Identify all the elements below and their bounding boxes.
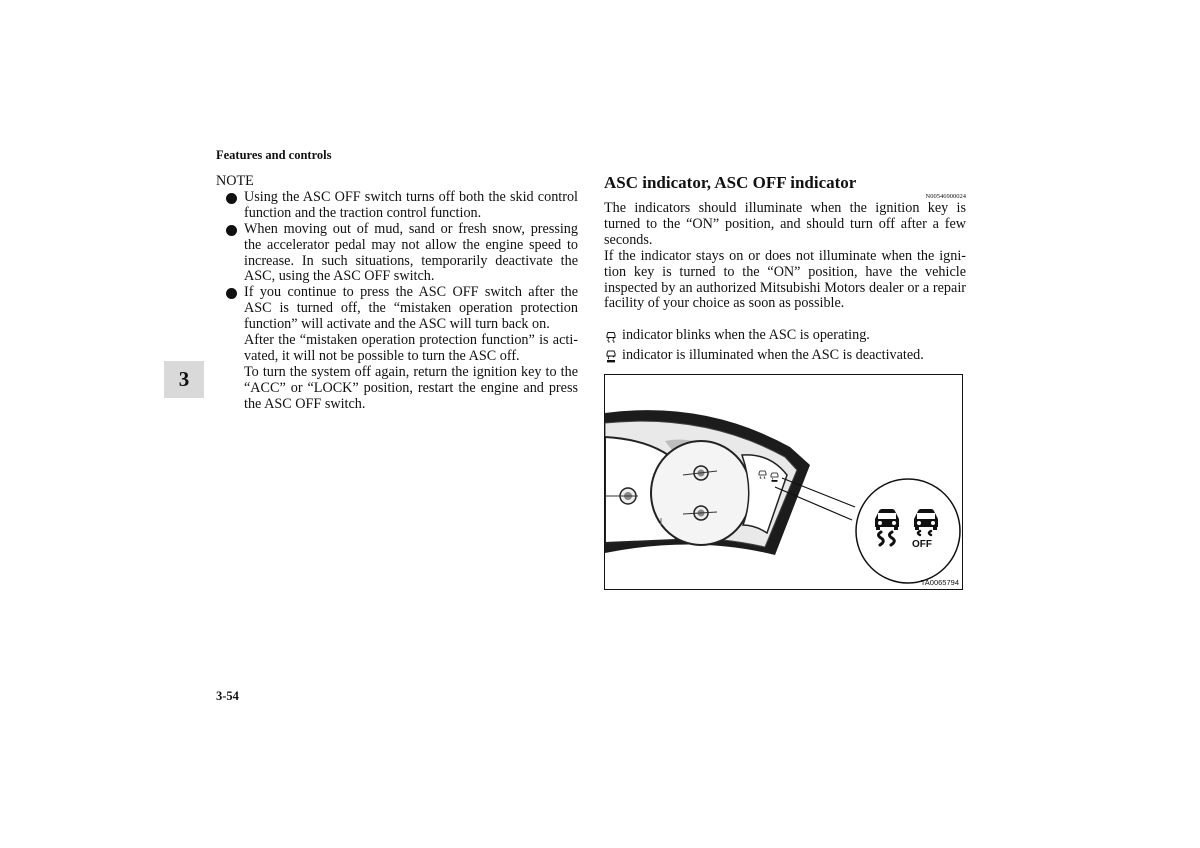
note-paragraph: If you continue to press the ASC OFF switch after the ASC is turned off, the “mistaken operation protection function” will activate and the ASC will turn back on. — [244, 284, 578, 333]
bullet-icon — [226, 288, 237, 299]
note-title: NOTE — [216, 173, 254, 189]
instrument-cluster-figure — [604, 374, 963, 590]
bullet-icon — [226, 225, 237, 236]
section-paragraph: The indicators should illuminate when the ignition key is turned to the “ON” position, and should turn off after a few seconds. — [604, 200, 966, 248]
instrument-cluster-illustration — [605, 375, 962, 589]
section-code: N00546900024 — [925, 193, 966, 200]
bullet-icon — [226, 193, 237, 204]
note-item — [216, 222, 578, 286]
asc-indicator-line — [604, 328, 966, 344]
note-item — [216, 190, 578, 222]
page-number: 3-54 — [216, 689, 239, 703]
chapter-tab: 3 — [164, 361, 204, 398]
asc-off-indicator-line — [604, 348, 966, 364]
note-paragraph: To turn the system off again, return the ignition key to the “ACC” or “LOCK” position, restart the engine and press the ASC OFF switch. — [244, 363, 578, 412]
note-paragraph: Using the ASC OFF switch turns off both the skid control function and the traction control function. — [244, 188, 578, 221]
section-paragraph: If the indicator stays on or does not illuminate when the igni-tion key is turned to the “ON” position, have the vehicle inspected by an authorized Mitsubishi Motors dealer or a repair facility of your choice as soon as possible. — [604, 247, 966, 312]
off-label: OFF — [912, 539, 932, 550]
note-paragraph: When moving out of mud, sand or fresh snow, pressing the accelerator pedal may not allow the engine speed to increase. In such situations, temporarily deactivate the ASC, using the ASC OFF switch. — [244, 220, 578, 285]
note-block — [216, 174, 578, 413]
note-item — [216, 285, 578, 412]
asc-off-indicator-text: indicator is illuminated when the ASC is deactivated. — [622, 347, 924, 364]
figure-code: TA0065794 — [920, 578, 959, 587]
asc-indicator-icon — [604, 329, 618, 343]
running-header: Features and controls — [216, 148, 332, 162]
asc-off-indicator-icon — [604, 349, 618, 363]
note-paragraph: After the “mistaken operation protection function” is acti-vated, it will not be possible to turn the ASC off. — [244, 332, 578, 364]
section-title: ASC indicator, ASC OFF indicator — [604, 173, 857, 192]
asc-section — [604, 173, 966, 364]
asc-indicator-text: indicator blinks when the ASC is operating. — [622, 327, 870, 344]
